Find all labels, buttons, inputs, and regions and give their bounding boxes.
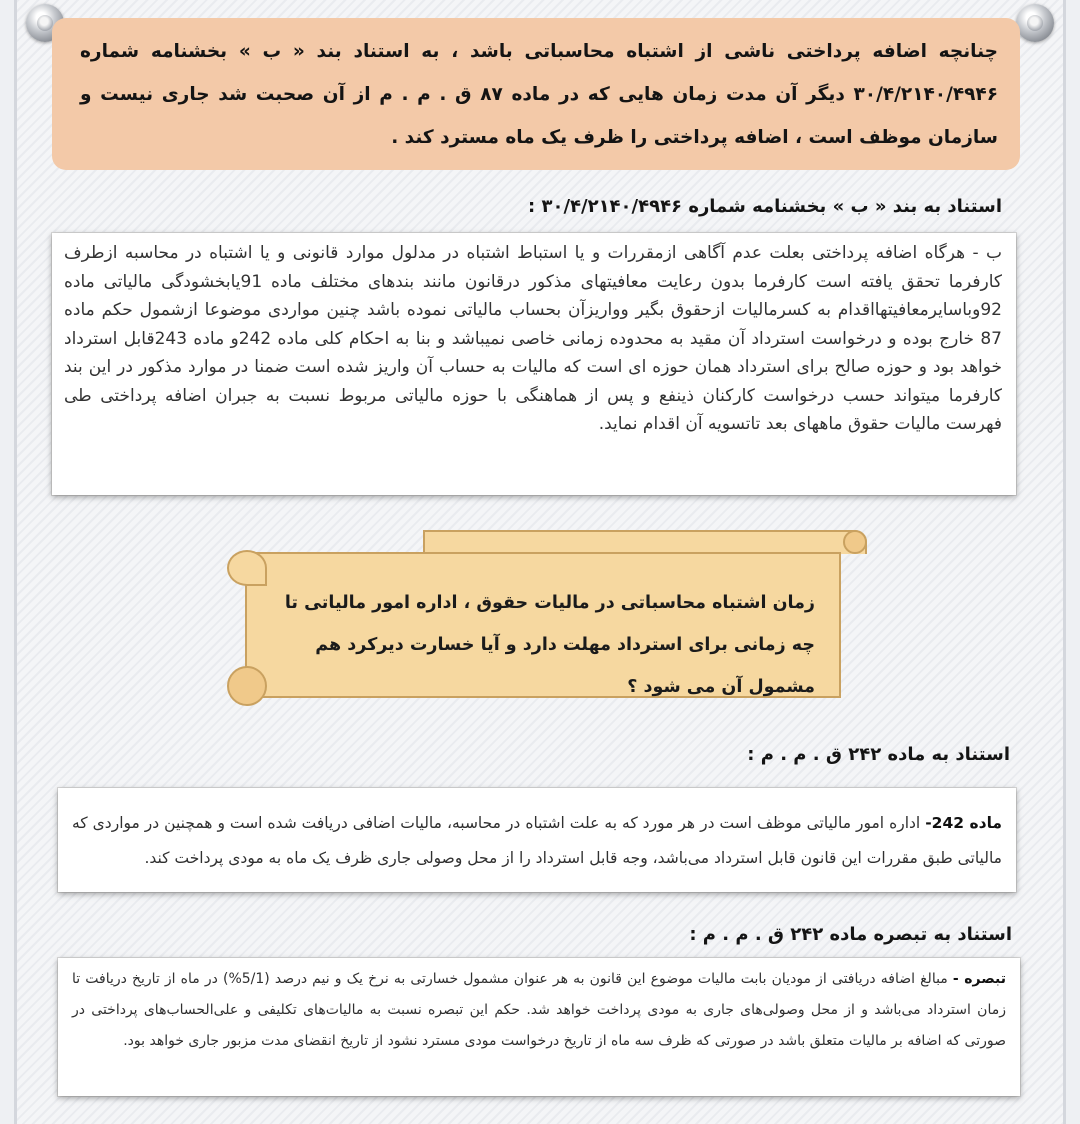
circular-excerpt-box [52, 233, 1016, 495]
scroll-curl-icon [227, 550, 267, 586]
summary-callout [52, 18, 1020, 170]
article-242-text: اداره امور مالیاتی موظف است در هر مورد که به علت اشتباه در محاسبه، مالیات اضافی دریافت شده است و همچنین در مواردی که مالیاتی طبق مقررات این قانون قابل استرداد می‌باشد، وجه قابل استرداد را از محل وصولی جاری ظرف یک ماه به مودی پرداخت کند. [72, 814, 1002, 867]
scroll-top-edge [423, 530, 867, 554]
article-242-box [58, 788, 1016, 892]
scroll-curl-icon [843, 530, 867, 554]
scroll-curl-icon [227, 666, 267, 706]
section-heading-note-242: استناد به تبصره ماده ۲۴۲ ق . م . م : [689, 924, 1012, 945]
note-242-label: تبصره - [952, 971, 1006, 987]
note-242-box [58, 958, 1020, 1096]
question-text: زمان اشتباه محاسباتی در مالیات حقوق ، اداره امور مالیاتی تا چه زمانی برای استرداد مهلت دارد و آیا خسارت دیرکرد هم مشمول آن می شود ؟ [284, 593, 815, 697]
section-heading-article-242: استناد به ماده ۲۴۲ ق . م . م : [747, 744, 1010, 765]
section-heading-circular: استناد به بند « ب » بخشنامه شماره ۳۰/۴/۲۱۴۰/۴۹۴۶ : [528, 196, 1002, 217]
pushpin-icon [1016, 4, 1054, 42]
note-242-text: مبالغ اضافه دریافتی از مودیان بابت مالیات موضوع این قانون به هر عنوان مشمول خسارتی به نرخ یک و نیم درصد (5/1%) در ماه از تاریخ دریافت تا زمان استرداد می‌باشد و از محل وصولی‌های جاری به مودی پرداخت خواهد شد. حکم این تبصره نسبت به مالیات‌های تکلیفی و علی‌الحساب‌های پرداختی در صورتی که اضافه بر مالیات متعلق باشد در صورتی که ظرف سه ماه از تاریخ درخواست مودی مسترد نشود از تاریخ انقضای مدت مزبور جاری خواهد بود. [72, 971, 1006, 1049]
scroll-body [245, 552, 841, 698]
question-scroll-banner [227, 530, 867, 706]
summary-text: چنانچه اضافه پرداختی ناشی از اشتباه محاسباتی باشد ، به استناد بند « ب » بخشنامه شماره ۳۰/۴/۲۱۴۰/۴۹۴۶ دیگر آن مدت زمان هایی که در ماده ۸۷ ق . م . م از آن صحبت شد جاری نیست و سازمان موظف است ، اضافه پرداختی را ظرف یک ماه مسترد کند . [80, 41, 998, 148]
article-242-label: ماده 242- [925, 814, 1002, 832]
circular-excerpt-text: ب - هرگاه اضافه پرداختی بعلت عدم آگاهی ازمقررات و یا استباط اشتباه در مدلول موارد قانونی و یا اشتباه در محاسبه ازطرف کارفرما تحقق یافته است کارفرما بدون رعایت معافیتهای مذکور درقانون مانند بندهای مختلف ماده 91یابخشودگی مالیاتی ماده 92وباسایرمعافیتهااقدام به کسرمالیات ازحقوق بگیر وواریزآن بحساب مالیاتی نموده باشد چنین مواردی موضوعا ازشمول حکم ماده 87 خارج بوده و درخواست استرداد آن مقید به محدوده زمانی خاصی نمیباشد و بنا به احکام کلی ماده 242و ماده 243قابل استرداد خواهد بود و حوزه صالح برای استرداد همان حوزه ای است که مالیات به حساب آن واریز شده است ضمنا در موارد مذکور در این بند کارفرما میتواند حسب درخواست کارکنان ذینفع و پس از هماهنگی با حوزه مالیاتی مربوط نسبت به جبران اضافه پرداختی طی فهرست مالیات حقوق ماههای بعد تاتسویه آن اقدام نماید. [64, 243, 1002, 434]
